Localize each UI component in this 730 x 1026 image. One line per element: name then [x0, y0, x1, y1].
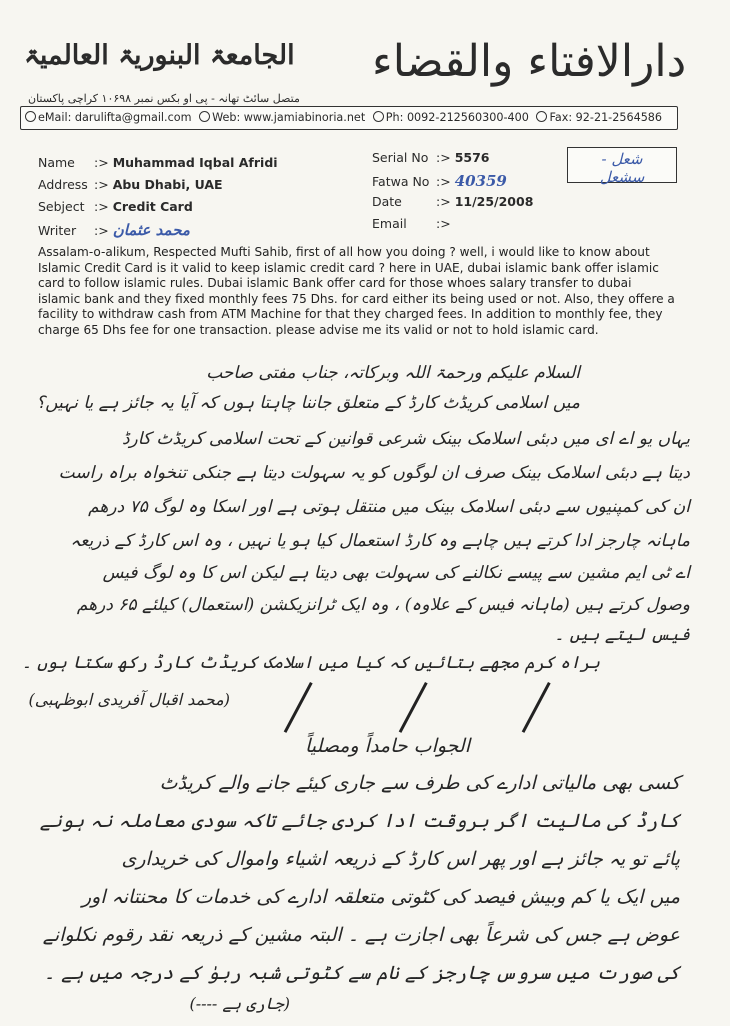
- fatwa-field: Fatwa No :> 40359: [372, 172, 507, 190]
- urdu-answer-line: کسی بھی مالیاتی ادارے کی طرف سے جاری کیئے جانے والے کریڈٹ: [159, 772, 680, 794]
- urdu-question-line: فیس لیتے ہیں ۔: [554, 625, 690, 645]
- separator-slash: [399, 682, 428, 733]
- web-icon: [199, 111, 210, 122]
- fax-icon: [536, 111, 547, 122]
- jamia-address: متصل سائٹ تھانہ - پی او بکس نمبر ۱۰۶۹۸ کراچی پاکستان: [28, 92, 300, 105]
- jamia-logo-text: الجامعۃ البنوریۃ العالمیۃ: [24, 40, 295, 71]
- subject-field: Sebject :> Credit Card: [38, 199, 193, 214]
- question-text: Assalam-o-alikum, Respected Mufti Sahib, first of all how you doing ? well, i would like to know about Islamic Credit Card is it valid to keep islamic credit card ? here in UAE, dubai islamic bank offer islamic card to follow islamic rules. Dubai islamic Bank offer card for those whoes salary transfer to dubai islamic bank and they fixed monthly fees 75 Dhs. for card either its being used or not. Also, they offere a facility to withdraw cash from ATM Machine for that they charged fees. In addition to monthly fee, they charge 65 Dhs fee for one transaction. please advise me its valid or not to hold islamic card.: [38, 245, 675, 337]
- urdu-question-line: ماہانہ چارجز ادا کرتے ہیں چاہے وہ کارڈ استعمال کیا ہو یا نہیں ، وہ اس کارڈ کے ذریعہ: [70, 531, 690, 551]
- urdu-answer-line: کی صورت میں سروس چارجز کے نام سے کٹوتی شبہ ربوٰ کے درجہ میں ہے ۔: [43, 962, 680, 984]
- stamp-signature: شعل - سشعل: [599, 150, 645, 186]
- date-value: 11/25/2008: [454, 194, 534, 209]
- questioner-signature: (محمد اقبال آفریدی ابوظہبی): [28, 690, 230, 709]
- phone-icon: [373, 111, 384, 122]
- address-value: Abu Dhabi, UAE: [112, 177, 223, 192]
- urdu-answer-line: عوض ہے جس کی شرعاً بھی اجازت ہے ۔ البتہ مشین کے ذریعہ نقد رقوم نکلوانے: [42, 924, 680, 946]
- writer-value: محمد عثمان: [112, 221, 190, 239]
- urdu-question-line: اے ٹی ایم مشین سے پیسے نکالنے کی سہولت بھی دیتا ہے لیکن اس کا وہ لوگ فیس: [102, 563, 690, 583]
- separator-slash: [284, 682, 313, 733]
- urdu-question-line: وصول کرتے ہیں (ماہانہ فیس کے علاوہ) ، وہ ایک ٹرانزیکشن (استعمال) کیلئے ۶۵ درھم: [76, 595, 690, 615]
- web-contact: Web: www.jamiabinoria.net: [199, 111, 365, 124]
- urdu-question-line: یہاں یو اے ای میں دبئی اسلامک بینک شرعی قوانین کے تحت اسلامی کریڈٹ کارڈ: [121, 429, 690, 449]
- urdu-question-line: دیتا ہے دبئی اسلامک بینک صرف ان لوگوں کو یہ سہولت دیتا ہے جنکی تنخواہ براہ راست: [58, 463, 690, 483]
- urdu-question-line: میں اسلامی کریڈٹ کارڈ کے متعلق جاننا چاہتا ہوں کہ آیا یہ جائز ہے یا نہیں؟: [36, 393, 580, 413]
- serial-field: Serial No :> 5576: [372, 150, 490, 165]
- fax-contact: Fax: 92-21-2564586: [536, 111, 662, 124]
- urdu-question-line: ان کی کمپنیوں سے دبئی اسلامک بینک میں منتقل ہوتی ہے اور اسکا وہ لوگ ۷۵ درھم: [88, 497, 690, 517]
- email-contact: eMail: darulifta@gmail.com: [25, 111, 192, 124]
- urdu-question-line: براہ کرم مجھے بتائیں کہ کیا میں اسلامک کریڈٹ کارڈ رکھ سکتا ہوں ۔: [21, 653, 600, 673]
- urdu-answer-line: میں ایک یا کم وبیش فیصد کی کٹوتی متعلقہ ادارے کی خدمات کا محنتانہ اور: [81, 886, 680, 908]
- name-field: Name :> Muhammad Iqbal Afridi: [38, 155, 278, 170]
- urdu-answer-line: پائے تو یہ جائز ہے اور پھر اس کارڈ کے ذریعہ اشیاء واموال کی خریداری: [121, 848, 680, 870]
- serial-value: 5576: [454, 150, 490, 165]
- contact-bar: [20, 106, 678, 130]
- answer-heading: الجواب حامداً ومصلیاً: [305, 735, 470, 757]
- name-value: Muhammad Iqbal Afridi: [112, 155, 278, 170]
- phone-contact: Ph: 0092-212560300-400: [373, 111, 529, 124]
- fatwa-value: 40359: [454, 172, 507, 190]
- subject-value: Credit Card: [112, 199, 193, 214]
- urdu-answer-line: کارڈ کی مالیت اگر بروقت ادا کردی جائے تاکہ سودی معاملہ نہ ہونے: [39, 810, 680, 832]
- email-icon: [25, 111, 36, 122]
- date-field: Date :> 11/25/2008: [372, 194, 534, 209]
- address-field: Address :> Abu Dhabi, UAE: [38, 177, 223, 192]
- continued-note: (جاری ہے ----): [189, 994, 290, 1013]
- darulifta-logo-text: دارالافتاء والقضاء: [372, 36, 687, 87]
- urdu-question-line: السلام علیکم ورحمۃ اللہ وبرکاتہ، جناب مفتی صاحب: [206, 363, 580, 383]
- separator-slash: [522, 682, 551, 733]
- email-field: Email :>: [372, 216, 451, 231]
- writer-field: Writer :> محمد عثمان: [38, 221, 190, 239]
